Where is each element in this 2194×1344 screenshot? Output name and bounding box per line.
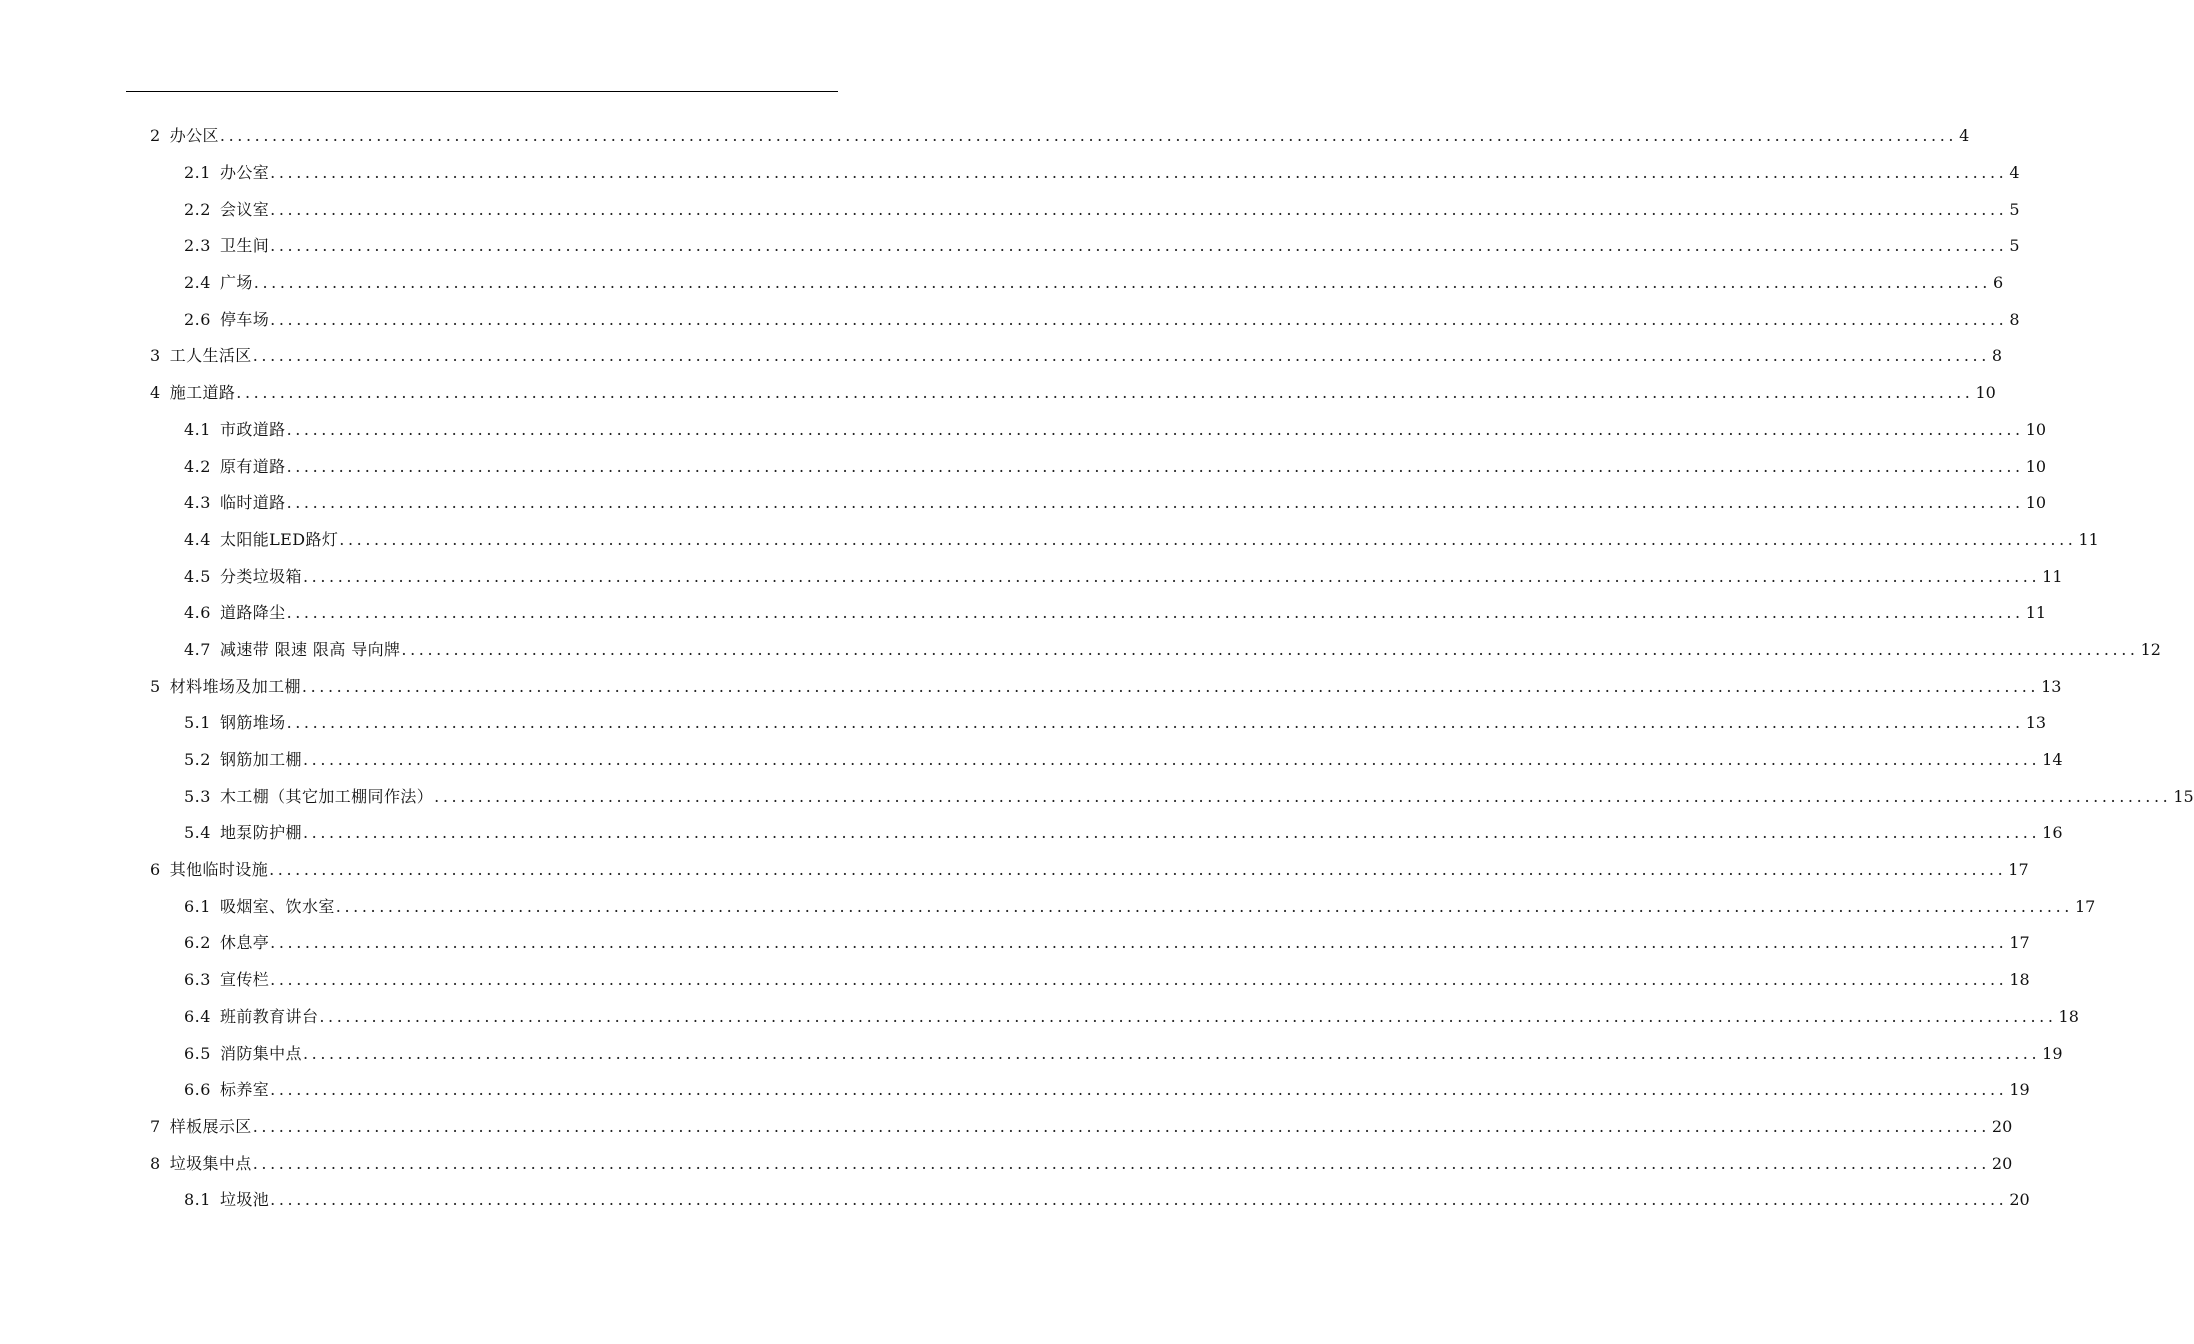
toc-entry-number: 4.6 <box>184 603 211 623</box>
toc-entry-number: 4 <box>150 383 161 403</box>
toc-entry[interactable] <box>0 852 2029 889</box>
toc-entry-title: 办公室 <box>219 163 270 183</box>
toc-entry[interactable] <box>0 1035 2063 1072</box>
toc-entry-number: 4.1 <box>184 419 211 439</box>
toc-entry-title: 标养室 <box>219 1080 270 1100</box>
toc-entry-title: 工人生活区 <box>169 346 252 366</box>
toc-entry[interactable] <box>0 925 2030 962</box>
toc-entry-title: 地泵防护棚 <box>219 823 302 843</box>
toc-entry[interactable] <box>0 1182 2030 1219</box>
toc-entry-page-number: 19 <box>2042 1043 2063 1063</box>
toc-entry-title: 钢筋堆场 <box>219 713 286 733</box>
toc-dot-leader: ........................................................................................................................................................................................................ <box>302 566 2041 586</box>
toc-entry[interactable] <box>0 265 2004 302</box>
toc-entry[interactable] <box>0 1072 2030 1109</box>
toc-entry-number: 4.7 <box>184 639 211 659</box>
toc-dot-leader: ........................................................................................................................................................................................................ <box>401 639 2139 659</box>
toc-dot-leader: ........................................................................................................................................................................................................ <box>270 1190 2008 1210</box>
toc-entry-page-number: 17 <box>2074 896 2096 916</box>
toc-entry-page-number: 20 <box>2009 1190 2030 1210</box>
toc-entry-title: 施工道路 <box>169 383 236 403</box>
toc-entry-page-number: 13 <box>2025 713 2047 733</box>
toc-entry-page-number: 4 <box>1959 126 1970 146</box>
toc-entry-title: 分类垃圾箱 <box>219 566 302 586</box>
toc-entry-title: 消防集中点 <box>219 1043 302 1063</box>
toc-entry-number: 2.6 <box>184 309 211 329</box>
toc-dot-leader: ........................................................................................................................................................................................................ <box>286 456 2024 476</box>
toc-entry-page-number: 10 <box>2025 456 2047 476</box>
toc-entry[interactable] <box>0 815 2063 852</box>
toc-entry-page-number: 11 <box>2042 566 2063 586</box>
toc-entry-title: 减速带 限速 限高 导向牌 <box>219 639 401 659</box>
toc-entry[interactable] <box>0 558 2063 595</box>
toc-dot-leader: ........................................................................................................................................................................................................ <box>270 933 2008 953</box>
toc-entry[interactable] <box>0 668 2062 705</box>
toc-entry-number: 8.1 <box>184 1190 211 1210</box>
toc-entry[interactable] <box>0 778 2194 815</box>
toc-entry-number: 6.1 <box>184 896 211 916</box>
toc-dot-leader: ........................................................................................................................................................................................................ <box>253 273 1991 293</box>
toc-entry-title: 其他临时设施 <box>169 860 269 880</box>
toc-entry[interactable] <box>0 412 2047 449</box>
toc-dot-leader: ........................................................................................................................................................................................................ <box>252 1116 1990 1136</box>
toc-entry[interactable] <box>0 595 2047 632</box>
toc-entry-page-number: 20 <box>1991 1153 2013 1173</box>
toc-entry-page-number: 4 <box>2009 163 2020 183</box>
toc-entry-number: 2 <box>150 126 161 146</box>
toc-entry[interactable] <box>0 191 2020 228</box>
toc-entry[interactable] <box>0 888 2096 925</box>
toc-entry-page-number: 16 <box>2042 823 2063 843</box>
toc-entry-number: 6.2 <box>184 933 211 953</box>
toc-entry[interactable] <box>0 962 2030 999</box>
toc-entry-title: 广场 <box>219 273 253 293</box>
toc-entry-title: 卫生间 <box>219 236 270 256</box>
toc-entry-page-number: 11 <box>2025 603 2047 623</box>
toc-entry-page-number: 6 <box>1992 273 2004 293</box>
toc-entry-title: 办公区 <box>169 126 219 146</box>
toc-dot-leader: ........................................................................................................................................................................................................ <box>286 419 2024 439</box>
toc-entry-title: 停车场 <box>219 309 270 329</box>
toc-entry-number: 4.5 <box>184 566 211 586</box>
toc-dot-leader: ........................................................................................................................................................................................................ <box>302 750 2041 770</box>
toc-entry-page-number: 13 <box>2041 676 2062 696</box>
header-rule <box>126 91 838 92</box>
toc-entry-title: 太阳能LED路灯 <box>219 529 339 549</box>
toc-entry-number: 5.2 <box>184 750 211 770</box>
toc-entry-title: 市政道路 <box>219 419 286 439</box>
toc-entry-title: 钢筋加工棚 <box>219 750 302 770</box>
toc-entry-page-number: 20 <box>1991 1116 2013 1136</box>
toc-entry-page-number: 19 <box>2009 1080 2030 1100</box>
toc-entry-page-number: 10 <box>2025 493 2047 513</box>
toc-entry[interactable] <box>0 1145 2013 1182</box>
toc-entry[interactable] <box>0 338 2003 375</box>
toc-dot-leader: ........................................................................................................................................................................................................ <box>252 346 1990 366</box>
toc-entry-number: 5 <box>150 676 161 696</box>
toc-entry-page-number: 11 <box>2078 529 2099 549</box>
toc-dot-leader: ........................................................................................................................................................................................................ <box>301 676 2040 696</box>
toc-dot-leader: ........................................................................................................................................................................................................ <box>339 529 2077 549</box>
toc-entry-number: 4.2 <box>184 456 211 476</box>
toc-entry-page-number: 14 <box>2042 750 2063 770</box>
toc-entry-page-number: 5 <box>2009 236 2020 256</box>
toc-entry-number: 6.4 <box>184 1006 211 1026</box>
toc-dot-leader: ........................................................................................................................................................................................................ <box>335 896 2073 916</box>
toc-entry-page-number: 8 <box>1991 346 2003 366</box>
toc-entry-title: 垃圾池 <box>219 1190 270 1210</box>
toc-dot-leader: ........................................................................................................................................................................................................ <box>434 786 2172 806</box>
toc-entry-number: 8 <box>150 1153 161 1173</box>
toc-dot-leader: ........................................................................................................................................................................................................ <box>219 126 1958 146</box>
toc-entry-number: 2.1 <box>184 163 211 183</box>
toc-entry-title: 道路降尘 <box>219 603 286 623</box>
table-of-contents <box>0 118 2194 1219</box>
toc-entry[interactable] <box>0 522 2099 559</box>
toc-entry-page-number: 10 <box>1975 383 1996 403</box>
toc-entry[interactable] <box>0 1109 2013 1146</box>
toc-dot-leader: ........................................................................................................................................................................................................ <box>286 603 2024 623</box>
toc-dot-leader: ........................................................................................................................................................................................................ <box>286 493 2024 513</box>
toc-dot-leader: ........................................................................................................................................................................................................ <box>319 1006 2057 1026</box>
toc-entry-number: 3 <box>150 346 161 366</box>
toc-entry[interactable] <box>0 375 1996 412</box>
toc-dot-leader: ........................................................................................................................................................................................................ <box>270 236 2008 256</box>
toc-dot-leader: ........................................................................................................................................................................................................ <box>270 199 2008 219</box>
toc-entry-page-number: 17 <box>2009 933 2030 953</box>
toc-dot-leader: ........................................................................................................................................................................................................ <box>302 823 2041 843</box>
toc-entry-title: 班前教育讲台 <box>219 1006 319 1026</box>
toc-dot-leader: ........................................................................................................................................................................................................ <box>270 163 2008 183</box>
toc-entry-title: 材料堆场及加工棚 <box>169 676 301 696</box>
toc-entry-number: 4.4 <box>184 529 211 549</box>
toc-entry-number: 6.6 <box>184 1080 211 1100</box>
toc-entry-title: 吸烟室、饮水室 <box>219 896 335 916</box>
toc-dot-leader: ........................................................................................................................................................................................................ <box>270 970 2008 990</box>
toc-entry-number: 2.3 <box>184 236 211 256</box>
toc-entry-number: 4.3 <box>184 493 211 513</box>
toc-entry-number: 5.4 <box>184 823 211 843</box>
toc-dot-leader: ........................................................................................................................................................................................................ <box>270 1080 2008 1100</box>
toc-entry-title: 会议室 <box>219 199 270 219</box>
toc-dot-leader: ........................................................................................................................................................................................................ <box>236 383 1974 403</box>
toc-entry-number: 6.5 <box>184 1043 211 1063</box>
toc-entry[interactable] <box>0 999 2079 1036</box>
toc-entry[interactable] <box>0 632 2161 669</box>
toc-entry-number: 5.1 <box>184 713 211 733</box>
toc-entry-number: 7 <box>150 1116 161 1136</box>
toc-dot-leader: ........................................................................................................................................................................................................ <box>302 1043 2041 1063</box>
toc-entry-page-number: 18 <box>2009 970 2030 990</box>
toc-entry-page-number: 5 <box>2009 199 2020 219</box>
toc-entry-page-number: 15 <box>2173 786 2194 806</box>
toc-entry-title: 木工棚（其它加工棚同作法） <box>219 786 434 806</box>
toc-entry-title: 休息亭 <box>219 933 270 953</box>
toc-dot-leader: ........................................................................................................................................................................................................ <box>252 1153 1990 1173</box>
toc-entry[interactable] <box>0 448 2047 485</box>
toc-entry-number: 6.3 <box>184 970 211 990</box>
toc-entry[interactable] <box>0 118 1970 155</box>
toc-dot-leader: ........................................................................................................................................................................................................ <box>286 713 2024 733</box>
toc-entry-page-number: 8 <box>2009 309 2020 329</box>
toc-entry-title: 垃圾集中点 <box>169 1153 252 1173</box>
toc-entry[interactable] <box>0 155 2020 192</box>
toc-dot-leader: ........................................................................................................................................................................................................ <box>270 309 2008 329</box>
toc-entry[interactable] <box>0 742 2063 779</box>
toc-entry-title: 样板展示区 <box>169 1116 252 1136</box>
toc-entry[interactable] <box>0 485 2047 522</box>
toc-entry-page-number: 18 <box>2058 1006 2079 1026</box>
toc-dot-leader: ........................................................................................................................................................................................................ <box>269 860 2007 880</box>
toc-entry-number: 2.4 <box>184 273 211 293</box>
toc-entry-title: 宣传栏 <box>219 970 270 990</box>
toc-entry[interactable] <box>0 228 2020 265</box>
toc-entry-page-number: 17 <box>2008 860 2029 880</box>
toc-entry-number: 2.2 <box>184 199 211 219</box>
toc-entry[interactable] <box>0 301 2020 338</box>
toc-entry[interactable] <box>0 705 2047 742</box>
toc-entry-title: 原有道路 <box>219 456 286 476</box>
toc-entry-page-number: 12 <box>2140 639 2161 659</box>
toc-entry-number: 5.3 <box>184 786 211 806</box>
toc-entry-number: 6 <box>150 860 161 880</box>
toc-entry-page-number: 10 <box>2025 419 2047 439</box>
toc-entry-title: 临时道路 <box>219 493 286 513</box>
